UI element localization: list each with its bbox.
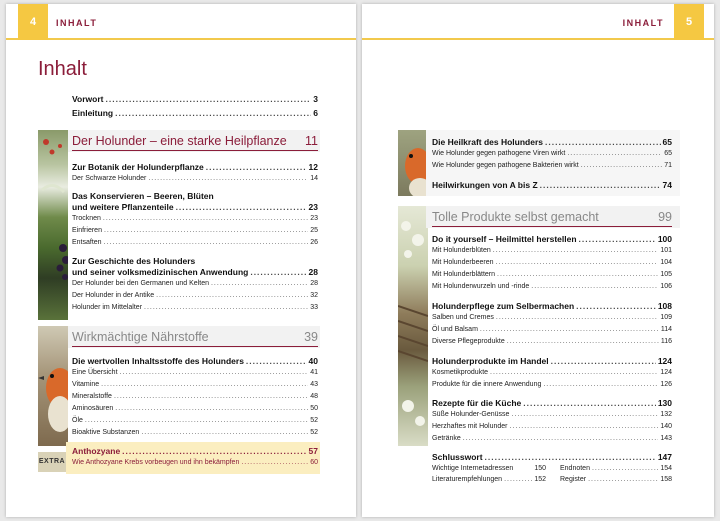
- toc-entry[interactable]: Holunderprodukte im Handel ..... 124: [432, 356, 672, 366]
- toc-entry[interactable]: Mit Holunderbeeren ..... 104: [432, 259, 672, 266]
- page-title: Inhalt: [38, 58, 87, 80]
- toc-entry-schlusswort[interactable]: Schlusswort ..... 147: [432, 452, 672, 462]
- toc-entry[interactable]: und seiner volksmedizinischen Anwendung ..... 28: [72, 267, 318, 277]
- toc-entry[interactable]: Salben und Cremes ..... 109: [432, 314, 672, 321]
- toc-entry[interactable]: Literaturempfehlungen ..... 152: [432, 476, 546, 483]
- toc-entry[interactable]: und weitere Pflanzenteile ..... 23: [72, 202, 318, 212]
- toc-entry[interactable]: Getränke ..... 143: [432, 435, 672, 442]
- extra-label: EXTRA: [38, 452, 66, 472]
- robin-photo-2: [398, 130, 428, 196]
- toc-entry[interactable]: Der Schwarze Holunder ..... 14: [72, 175, 318, 182]
- toc-entry[interactable]: Der Holunder in der Antike ..... 32: [72, 292, 318, 299]
- toc-entry-anthozyane[interactable]: Anthozyane ..... 57: [72, 446, 318, 456]
- running-header: INHALT: [56, 18, 98, 28]
- toc-entry[interactable]: Holunder im Mittelalter ..... 33: [72, 304, 318, 311]
- toc-entry[interactable]: Do it yourself – Heilmittel herstellen ..... 100: [432, 234, 672, 244]
- toc-entry[interactable]: Öle ..... 52: [72, 417, 318, 424]
- toc-entry-line1[interactable]: Das Konservieren – Beeren, Blüten: [72, 191, 214, 201]
- toc-entry[interactable]: Zur Botanik der Holunderpflanze ..... 12: [72, 162, 318, 172]
- toc-entry[interactable]: Öl und Balsam ..... 114: [432, 326, 672, 333]
- section-heading-heilpflanze[interactable]: Der Holunder – eine starke Heilpflanze 11: [72, 134, 318, 151]
- toc-entry[interactable]: Register ..... 158: [560, 476, 672, 483]
- toc-entry[interactable]: Der Holunder bei den Germanen und Kelten ..... 28: [72, 280, 318, 287]
- toc-entry[interactable]: Die wertvollen Inhaltsstoffe des Holunders ..... 40: [72, 356, 318, 366]
- running-header: INHALT: [622, 18, 664, 28]
- page-number: 4: [18, 4, 48, 40]
- toc-entry[interactable]: Wie Holunder gegen pathogene Bakterien wirkt ..... 71: [432, 162, 672, 169]
- robin-photo: [38, 326, 68, 446]
- toc-entry[interactable]: Entsaften ..... 26: [72, 239, 318, 246]
- toc-entry[interactable]: Holunderpflege zum Selbermachen ..... 108: [432, 301, 672, 311]
- toc-entry[interactable]: Kosmetikprodukte ..... 124: [432, 369, 672, 376]
- toc-entry[interactable]: Diverse Pflegeprodukte ..... 116: [432, 338, 672, 345]
- section-heading-produkte[interactable]: Tolle Produkte selbst gemacht 99: [432, 210, 672, 227]
- toc-entry[interactable]: Vitamine ..... 43: [72, 381, 318, 388]
- toc-entry[interactable]: Herzhaftes mit Holunder ..... 140: [432, 423, 672, 430]
- toc-entry-line1[interactable]: Zur Geschichte des Holunders: [72, 256, 196, 266]
- toc-entry[interactable]: Endnoten ..... 154: [560, 465, 672, 472]
- elder-products-photo: [398, 206, 428, 446]
- toc-entry[interactable]: Mit Holunderwurzeln und -rinde ..... 106: [432, 283, 672, 290]
- toc-entry[interactable]: Trocknen ..... 23: [72, 215, 318, 222]
- toc-entry-vorwort[interactable]: Vorwort ..... 3: [72, 94, 318, 104]
- toc-entry[interactable]: Rezepte für die Küche ..... 130: [432, 398, 672, 408]
- right-page: [362, 4, 714, 517]
- toc-entry[interactable]: Die Heilkraft des Holunders ..... 65: [432, 137, 672, 147]
- toc-entry[interactable]: Süße Holunder-Genüsse ..... 132: [432, 411, 672, 418]
- toc-entry[interactable]: Wie Anthozyane Krebs vorbeugen und ihn bekämpfen ..... 60: [72, 459, 318, 466]
- toc-entry[interactable]: Mineralstoffe ..... 48: [72, 393, 318, 400]
- page-number: 5: [674, 4, 704, 40]
- toc-entry[interactable]: Aminosäuren ..... 50: [72, 405, 318, 412]
- toc-entry[interactable]: Produkte für die innere Anwendung ..... 126: [432, 381, 672, 388]
- toc-entry-einleitung[interactable]: Einleitung ..... 6: [72, 108, 318, 118]
- toc-entry[interactable]: Mit Holunderblüten ..... 101: [432, 247, 672, 254]
- section-heading-naehrstoffe[interactable]: Wirkmächtige Nährstoffe 39: [72, 330, 318, 347]
- toc-entry[interactable]: Bioaktive Substanzen ..... 52: [72, 429, 318, 436]
- toc-entry[interactable]: Wie Holunder gegen pathogene Viren wirkt ..... 65: [432, 150, 672, 157]
- left-page: [6, 4, 356, 517]
- toc-entry[interactable]: Mit Holunderblättern ..... 105: [432, 271, 672, 278]
- toc-entry[interactable]: Heilwirkungen von A bis Z ..... 74: [432, 180, 672, 190]
- toc-entry[interactable]: Wichtige Internetadressen 150: [432, 465, 546, 472]
- elder-plant-photo: [38, 130, 68, 320]
- toc-entry[interactable]: Einfrieren ..... 25: [72, 227, 318, 234]
- toc-entry[interactable]: Eine Übersicht ..... 41: [72, 369, 318, 376]
